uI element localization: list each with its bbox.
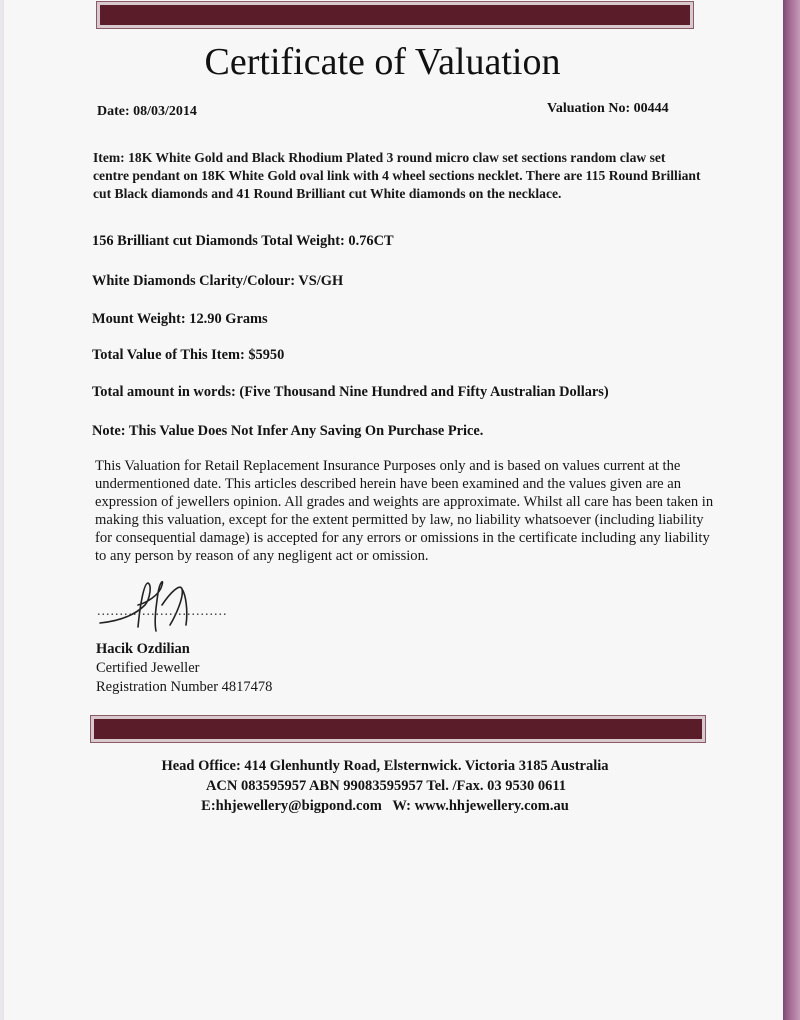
signer-block — [96, 640, 272, 697]
valuation-number: Valuation No: 00444 — [547, 101, 669, 116]
background-edge — [783, 0, 800, 1020]
mount-weight: Mount Weight: 12.90 Grams — [92, 311, 268, 327]
footer-head-office: Head Office: 414 Glenhuntly Road, Elsternwick. Victoria 3185 Australia — [161, 758, 609, 774]
signer-registration: Registration Number 4817478 — [96, 679, 273, 695]
bottom-decorative-band — [91, 716, 705, 742]
signer-name: Hacik Ozdilian — [96, 641, 190, 657]
clarity-colour: White Diamonds Clarity/Colour: VS/GH — [92, 273, 344, 289]
valuation-note: Note: This Value Does Not Infer Any Saving On Purchase Price. — [92, 423, 484, 439]
page-title: Certificate of Valuation — [204, 41, 561, 83]
footer — [0, 756, 770, 816]
footer-contact: E:hhjewellery@bigpond.com W: www.hhjewellery.com.au — [201, 798, 569, 814]
total-amount-words: Total amount in words: (Five Thousand Nine Hundred and Fifty Australian Dollars) — [92, 384, 609, 400]
signature-line: ............................. — [97, 604, 228, 619]
diamonds-total-weight: 156 Brilliant cut Diamonds Total Weight: 0.76CT — [92, 233, 394, 249]
signer-role: Certified Jeweller — [96, 660, 200, 676]
total-value: Total Value of This Item: $5950 — [92, 347, 285, 363]
top-decorative-band — [97, 2, 693, 28]
item-description: Item: 18K White Gold and Black Rhodium Plated 3 round micro claw set sections random claw set centre pendant on 18K White Gold oval link with 4 wheel sections necklet. There are 115 Round Brilliant cut Black diamonds and 41 Round Brilliant cut White diamonds on the necklace. — [93, 150, 701, 201]
valuation-date: Date: 08/03/2014 — [97, 104, 197, 119]
disclaimer-text: This Valuation for Retail Replacement Insurance Purposes only and is based on values current at the undermentioned date. This articles described herein have been examined and the values given are an expression of jewellers opinion. All grades and weights are approximate. Whilst all care has been taken in making this valuation, except for the extent permitted by law, no liability whatsoever (including liability for consequential damage) is accepted for any errors or omissions in the certificate including any liability to any person by reason of any negligent act or omission. — [95, 458, 714, 564]
footer-acn-abn: ACN 083595957 ABN 99083595957 Tel. /Fax. 03 9530 0611 — [205, 778, 567, 794]
